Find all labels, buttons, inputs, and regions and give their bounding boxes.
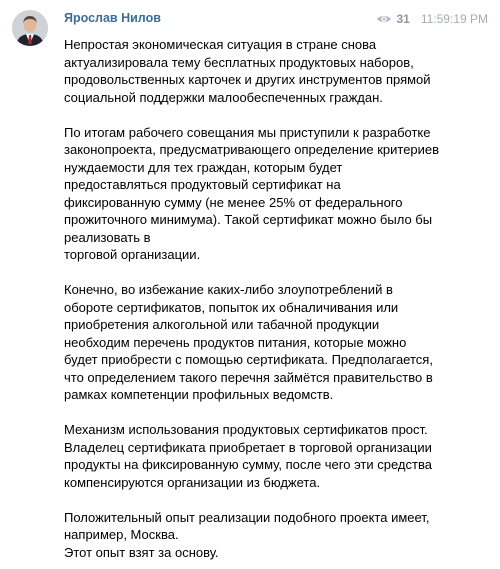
- eye-icon: [376, 14, 392, 24]
- avatar-photo: [12, 10, 48, 46]
- post-meta: [376, 12, 488, 26]
- post-text: Непростая экономическая ситуация в стране снова актуализировала тему бесплатных продуктовых наборов, продовольственных карточек и других инструментов прямой социальной поддержки малообеспеченных граждан. По итогам рабочего совещания мы приступили к разработке законопроекта, предусматривающего определение критериев нуждаемости для тех граждан, которым будет предоставляться продуктовый сертификат на фиксированную сумму (не менее 25% от федерального прожиточного минимума). Такой сертификат можно было бы реализовать в торговой организации. Конечно, во избежание каких-либо злоупотреблений в обороте сертификатов, попыток их обналичивания или приобретения алкогольной или табачной продукции необходим перечень продуктов питания, которые можно будет приобрести с помощью сертификата. Предполагается, что определением такого перечня займётся правительство в рамках компетенции профильных ведомств. Механизм использования продуктовых сертификатов прост. Владелец сертификата приобретает в торговой организации продукты на фиксированную сумму, после чего эти средства компенсируются организации из бюджета. Положительный опыт реализации подобного проекта имеет, например, Москва. Этот опыт взят за основу.: [64, 37, 440, 560]
- author-name[interactable]: Ярослав Нилов: [64, 11, 161, 25]
- post-timestamp: 11:59:19 PM: [420, 12, 488, 26]
- avatar[interactable]: [12, 10, 48, 46]
- view-count: 31: [396, 12, 410, 26]
